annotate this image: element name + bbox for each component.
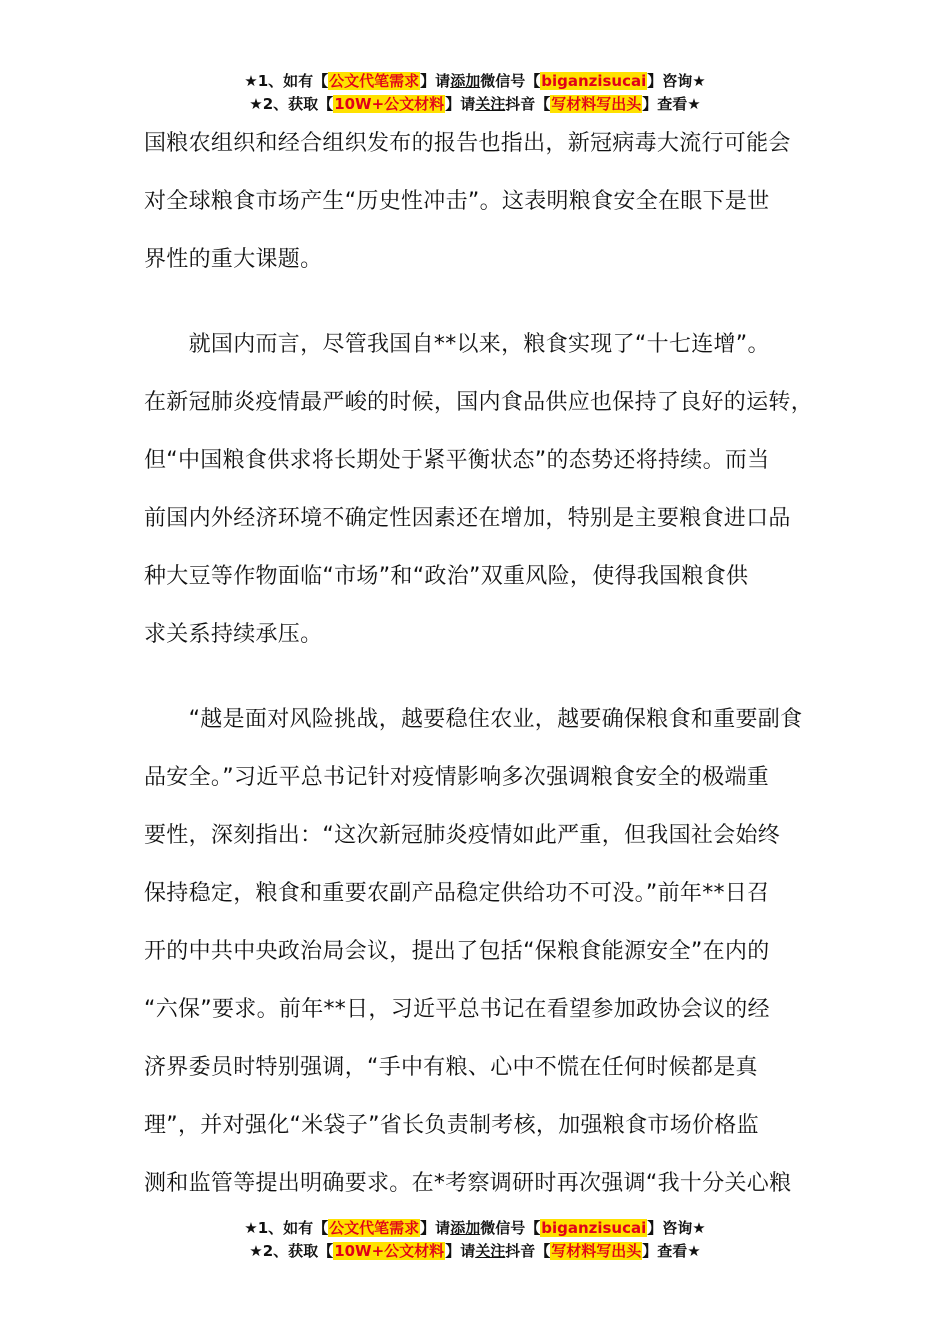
text-line: 但“中国粮食供求将长期处于紧平衡状态”的态势还将持续。而当 [144, 448, 770, 473]
paragraph-gap [144, 289, 834, 316]
text-line: 国粮农组织和经合组织发布的报告也指出，新冠病毒大流行可能会 [144, 131, 791, 156]
text-line: 济界委员时特别强调，“手中有粮、心中不慌在任何时候都是真 [144, 1055, 758, 1080]
banner-text: 】查看★ [642, 95, 701, 113]
text-line: 种大豆等作物面临“市场”和“政治”双重风险，使得我国粮食供 [144, 564, 749, 589]
highlight-douyin-id: 写材料写出头 [551, 95, 642, 113]
highlight-wechat-id: biganzisucai [541, 72, 647, 90]
banner-text: ★2、获取【 [249, 95, 334, 113]
footer-banner [0, 1217, 950, 1263]
banner-text: ★2、获取【 [249, 1242, 334, 1260]
banner-text: 抖音【 [505, 1242, 551, 1260]
banner-text: 】请 [420, 1219, 451, 1237]
text-line: 在新冠肺炎疫情最严峻的时候，国内食品供应也保持了良好的运转， [144, 390, 814, 415]
text-line: 求关系持续承压。 [144, 622, 323, 647]
header-banner [0, 70, 950, 116]
footer-banner-line1 [0, 1217, 950, 1240]
banner-text: 】咨询★ [647, 1219, 706, 1237]
underlined-text: 关注 [475, 1242, 506, 1260]
highlight-materials: 10W+公文材料 [334, 95, 445, 113]
text-line: 测和监管等提出明确要求。在*考察调研时再次强调“我十分关心粮 [144, 1171, 792, 1196]
underlined-text: 添加 [450, 1219, 481, 1237]
text-line: 前国内外经济环境不确定性因素还在增加，特别是主要粮食进口品 [144, 506, 791, 531]
text-line: 就国内而言，尽管我国自**以来，粮食实现了“十七连增”。 [144, 332, 770, 357]
underlined-text: 添加 [450, 72, 481, 90]
underlined-text: 关注 [475, 95, 506, 113]
banner-text: 抖音【 [505, 95, 551, 113]
banner-text: 】咨询★ [647, 72, 706, 90]
highlight-service: 公文代笔需求 [329, 72, 420, 90]
banner-text: 】请 [420, 72, 451, 90]
banner-text: 微信号【 [480, 1219, 541, 1237]
banner-text: ★1、如有【 [244, 1219, 329, 1237]
banner-text: ★1、如有【 [244, 72, 329, 90]
highlight-douyin-id: 写材料写出头 [551, 1242, 642, 1260]
footer-banner-line2 [0, 1240, 950, 1263]
text-line: “六保”要求。前年**日，习近平总书记在看望参加政协会议的经 [144, 997, 770, 1022]
document-body [144, 115, 834, 1213]
banner-text: 】请 [445, 1242, 476, 1260]
text-line: 开的中共中央政治局会议，提出了包括“保粮食能源安全”在内的 [144, 939, 770, 964]
paragraph-gap [144, 664, 834, 691]
text-line: 保持稳定，粮食和重要农副产品稳定供给功不可没。”前年**日召 [144, 881, 770, 906]
text-line: 品安全。”习近平总书记针对疫情影响多次强调粮食安全的极端重 [144, 765, 770, 790]
header-banner-line1 [0, 70, 950, 93]
banner-text: 】查看★ [642, 1242, 701, 1260]
text-line: “越是面对风险挑战，越要稳住农业，越要确保粮食和重要副食 [144, 707, 803, 732]
text-line: 对全球粮食市场产生“历史性冲击”。这表明粮食安全在眼下是世 [144, 189, 770, 214]
highlight-materials: 10W+公文材料 [334, 1242, 445, 1260]
banner-text: 】请 [445, 95, 476, 113]
text-line: 界性的重大课题。 [144, 247, 323, 272]
text-line: 理”，并对强化“米袋子”省长负责制考核，加强粮食市场价格监 [144, 1113, 759, 1138]
highlight-service: 公文代笔需求 [329, 1219, 420, 1237]
header-banner-line2 [0, 93, 950, 116]
highlight-wechat-id: biganzisucai [541, 1219, 647, 1237]
text-line: 要性，深刻指出：“这次新冠肺炎疫情如此严重，但我国社会始终 [144, 823, 781, 848]
banner-text: 微信号【 [480, 72, 541, 90]
